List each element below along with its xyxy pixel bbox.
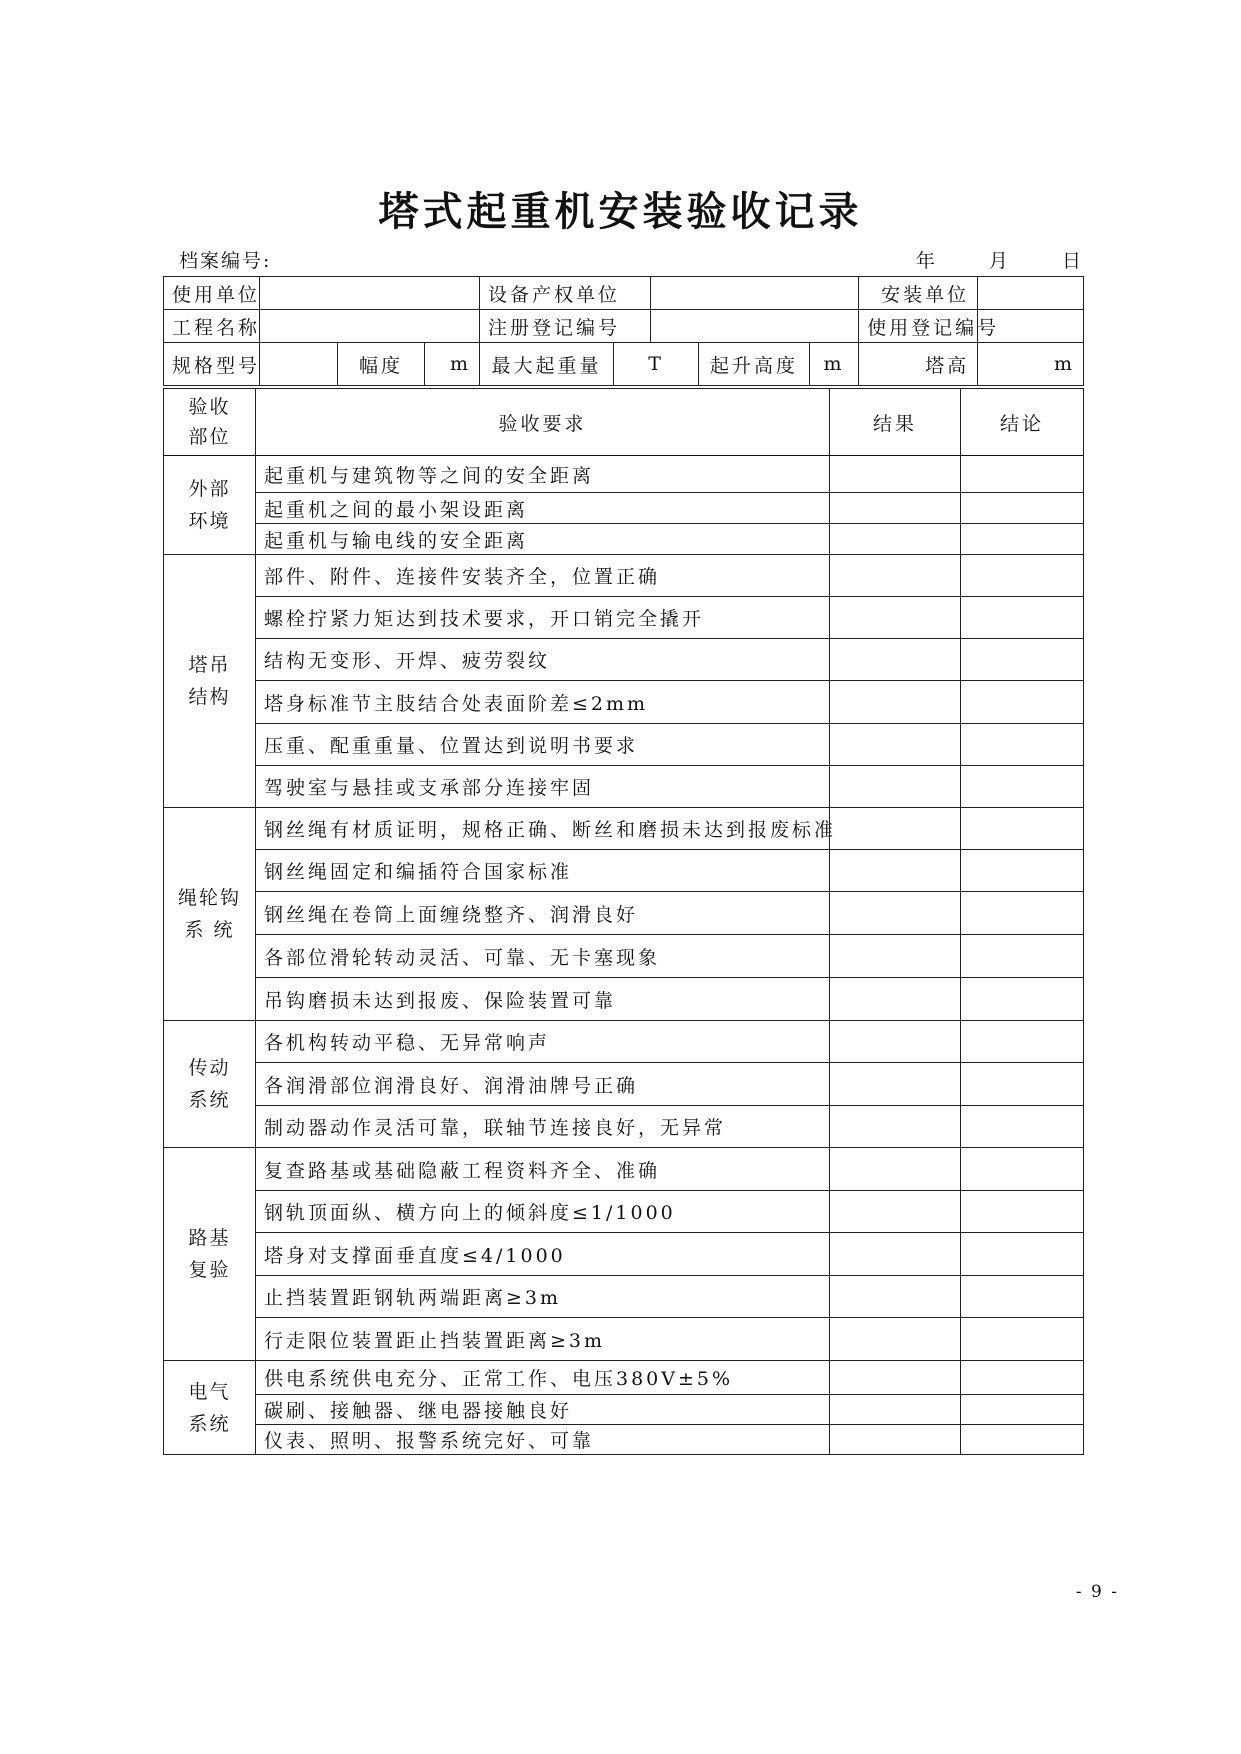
table-row — [164, 1318, 1084, 1361]
section-name-line1: 绳轮钩 — [177, 887, 241, 909]
table-row — [164, 456, 1084, 493]
requirement-cell: 供电系统供电充分、正常工作、电压380V±5% — [256, 1361, 830, 1395]
result-cell[interactable] — [830, 597, 961, 639]
table-row — [164, 850, 1084, 892]
date-year-label: 年 — [915, 250, 937, 272]
result-cell[interactable] — [830, 456, 961, 493]
use-register-no-label: 使用登记编号 — [859, 310, 978, 343]
table-row — [164, 555, 1084, 597]
conclusion-cell[interactable] — [961, 639, 1084, 681]
conclusion-cell[interactable] — [961, 850, 1084, 892]
section-name-line1: 外部 — [188, 478, 231, 500]
project-name-label: 工程名称 — [164, 310, 260, 343]
equipment-info-table — [163, 276, 1084, 386]
table-row — [164, 1233, 1084, 1276]
result-cell[interactable] — [830, 1106, 961, 1148]
use-unit-value[interactable] — [260, 277, 480, 310]
requirement-cell: 各部位滑轮转动灵活、可靠、无卡塞现象 — [256, 935, 830, 978]
tower-height-unit[interactable]: m — [978, 343, 1084, 386]
section-name-line2: 系统 — [188, 1089, 231, 1111]
lift-height-unit[interactable]: m — [810, 343, 859, 386]
requirement-cell: 起重机与建筑物等之间的安全距离 — [256, 456, 830, 493]
table-row — [164, 681, 1084, 724]
spec-model-label: 规格型号 — [164, 343, 260, 386]
result-cell[interactable] — [830, 892, 961, 935]
requirement-cell: 结构无变形、开焊、疲劳裂纹 — [256, 639, 830, 681]
conclusion-cell[interactable] — [961, 1233, 1084, 1276]
header-conclusion: 结论 — [961, 389, 1084, 456]
table-row — [164, 724, 1084, 766]
conclusion-cell[interactable] — [961, 1276, 1084, 1318]
table-row — [164, 1361, 1084, 1395]
result-cell[interactable] — [830, 850, 961, 892]
table-header-row — [164, 389, 1084, 456]
table-row — [164, 1063, 1084, 1106]
conclusion-cell[interactable] — [961, 681, 1084, 724]
table-row — [164, 1148, 1084, 1191]
requirement-cell: 起重机与输电线的安全距离 — [256, 524, 830, 555]
amplitude-unit[interactable]: m — [425, 343, 480, 386]
result-cell[interactable] — [830, 935, 961, 978]
requirement-cell: 塔身标准节主肢结合处表面阶差≤2mm — [256, 681, 830, 724]
requirement-cell: 钢丝绳固定和编插符合国家标准 — [256, 850, 830, 892]
requirement-cell: 起重机之间的最小架设距离 — [256, 493, 830, 524]
conclusion-cell[interactable] — [961, 1361, 1084, 1395]
table-row — [164, 766, 1084, 808]
requirement-cell: 钢丝绳有材质证明，规格正确、断丝和磨损未达到报废标准 — [256, 808, 830, 850]
requirement-cell: 部件、附件、连接件安装齐全，位置正确 — [256, 555, 830, 597]
table-row — [164, 892, 1084, 935]
result-cell[interactable] — [830, 724, 961, 766]
result-cell[interactable] — [830, 1191, 961, 1233]
section-name-line1: 电气 — [188, 1380, 231, 1403]
meta-line — [163, 246, 1083, 276]
table-row — [164, 1276, 1084, 1318]
archive-number-label: 档案编号: — [179, 250, 272, 272]
requirement-cell: 各机构转动平稳、无异常响声 — [256, 1021, 830, 1063]
section-name-line2: 系 统 — [184, 919, 235, 941]
section-name-line1: 传动 — [188, 1057, 231, 1079]
requirement-cell: 钢轨顶面纵、横方向上的倾斜度≤1/1000 — [256, 1191, 830, 1233]
table-row — [164, 524, 1084, 555]
acceptance-check-table — [163, 388, 1084, 1455]
result-cell[interactable] — [830, 1021, 961, 1063]
conclusion-cell[interactable] — [961, 1191, 1084, 1233]
max-load-unit[interactable]: T — [614, 343, 699, 386]
table-row — [164, 639, 1084, 681]
requirement-cell: 压重、配重重量、位置达到说明书要求 — [256, 724, 830, 766]
header-requirement: 验收要求 — [256, 389, 830, 456]
tower-height-label: 塔高 — [859, 343, 978, 386]
result-cell[interactable] — [830, 493, 961, 524]
conclusion-cell[interactable] — [961, 555, 1084, 597]
owner-unit-value[interactable] — [651, 277, 859, 310]
result-cell[interactable] — [830, 555, 961, 597]
section-name — [164, 1021, 256, 1148]
register-no-label: 注册登记编号 — [480, 310, 651, 343]
header-result: 结果 — [830, 389, 961, 456]
requirement-cell: 螺栓拧紧力矩达到技术要求，开口销完全撬开 — [256, 597, 830, 639]
conclusion-cell[interactable] — [961, 1063, 1084, 1106]
install-unit-label: 安装单位 — [859, 277, 978, 310]
max-load-label: 最大起重量 — [480, 343, 614, 386]
register-no-value[interactable] — [651, 310, 859, 343]
table-row — [164, 597, 1084, 639]
section-name-line1: 路基 — [188, 1227, 231, 1249]
header-part — [164, 389, 256, 456]
section-name — [164, 1148, 256, 1361]
section-name — [164, 555, 256, 808]
requirement-cell: 碳刷、接触器、继电器接触良好 — [256, 1395, 830, 1425]
section-name-line1: 塔吊 — [188, 654, 231, 676]
table-row — [164, 1425, 1084, 1455]
conclusion-cell[interactable] — [961, 1106, 1084, 1148]
amplitude-label: 幅度 — [338, 343, 425, 386]
conclusion-cell[interactable] — [961, 1318, 1084, 1361]
section-name-line2: 复验 — [188, 1259, 231, 1281]
table-row — [164, 1021, 1084, 1063]
requirement-cell: 止挡装置距钢轨两端距离≥3m — [256, 1276, 830, 1318]
section-name — [164, 808, 256, 1021]
table-row — [164, 935, 1084, 978]
section-name-line2: 系统 — [188, 1412, 231, 1435]
table-row — [164, 1395, 1084, 1425]
requirement-cell: 复查路基或基础隐蔽工程资料齐全、准确 — [256, 1148, 830, 1191]
install-unit-value[interactable] — [978, 277, 1084, 310]
conclusion-cell[interactable] — [961, 597, 1084, 639]
result-cell[interactable] — [830, 681, 961, 724]
conclusion-cell[interactable] — [961, 724, 1084, 766]
result-cell[interactable] — [830, 639, 961, 681]
owner-unit-label: 设备产权单位 — [480, 277, 651, 310]
result-cell[interactable] — [830, 1425, 961, 1455]
requirement-cell: 钢丝绳在卷筒上面缠绕整齐、润滑良好 — [256, 892, 830, 935]
requirement-cell: 吊钩磨损未达到报废、保险装置可靠 — [256, 978, 830, 1021]
conclusion-cell[interactable] — [961, 493, 1084, 524]
conclusion-cell[interactable] — [961, 935, 1084, 978]
conclusion-cell[interactable] — [961, 524, 1084, 555]
spec-model-value[interactable] — [260, 343, 338, 386]
conclusion-cell[interactable] — [961, 1395, 1084, 1425]
result-cell[interactable] — [830, 808, 961, 850]
conclusion-cell[interactable] — [961, 892, 1084, 935]
result-cell[interactable] — [830, 1148, 961, 1191]
result-cell[interactable] — [830, 524, 961, 555]
table-row — [164, 1191, 1084, 1233]
table-row — [164, 978, 1084, 1021]
project-name-value[interactable] — [260, 310, 480, 343]
result-cell[interactable] — [830, 978, 961, 1021]
result-cell[interactable] — [830, 1276, 961, 1318]
page-number: - 9 - — [1075, 1582, 1119, 1602]
date-day-label: 日 — [1061, 250, 1083, 272]
header-part-line1: 验收 — [188, 396, 231, 418]
date-field — [916, 246, 1083, 273]
result-cell[interactable] — [830, 1395, 961, 1425]
section-name-line2: 环境 — [188, 510, 231, 532]
conclusion-cell[interactable] — [961, 1021, 1084, 1063]
table-row — [164, 493, 1084, 524]
sections-body — [164, 456, 1084, 1455]
result-cell[interactable] — [830, 766, 961, 808]
requirement-cell: 塔身对支撑面垂直度≤4/1000 — [256, 1233, 830, 1276]
table-row — [164, 808, 1084, 850]
conclusion-cell[interactable] — [961, 978, 1084, 1021]
conclusion-cell[interactable] — [961, 456, 1084, 493]
conclusion-cell[interactable] — [961, 766, 1084, 808]
result-cell[interactable] — [830, 1233, 961, 1276]
requirement-cell: 仪表、照明、报警系统完好、可靠 — [256, 1425, 830, 1455]
date-month-label: 月 — [988, 250, 1010, 272]
result-cell[interactable] — [830, 1063, 961, 1106]
conclusion-cell[interactable] — [961, 808, 1084, 850]
requirement-cell: 驾驶室与悬挂或支承部分连接牢固 — [256, 766, 830, 808]
table-row — [164, 1106, 1084, 1148]
section-name — [164, 1361, 256, 1455]
conclusion-cell[interactable] — [961, 1425, 1084, 1455]
section-name — [164, 456, 256, 555]
requirement-cell: 各润滑部位润滑良好、润滑油牌号正确 — [256, 1063, 830, 1106]
conclusion-cell[interactable] — [961, 1148, 1084, 1191]
use-unit-label: 使用单位 — [164, 277, 260, 310]
result-cell[interactable] — [830, 1318, 961, 1361]
header-part-line2: 部位 — [188, 426, 231, 448]
lift-height-label: 起升高度 — [699, 343, 810, 386]
page-title: 塔式起重机安装验收记录 — [378, 189, 863, 235]
requirement-cell: 制动器动作灵活可靠，联轴节连接良好，无异常 — [256, 1106, 830, 1148]
result-cell[interactable] — [830, 1361, 961, 1395]
section-name-line2: 结构 — [188, 686, 231, 708]
requirement-cell: 行走限位装置距止挡装置距离≥3m — [256, 1318, 830, 1361]
